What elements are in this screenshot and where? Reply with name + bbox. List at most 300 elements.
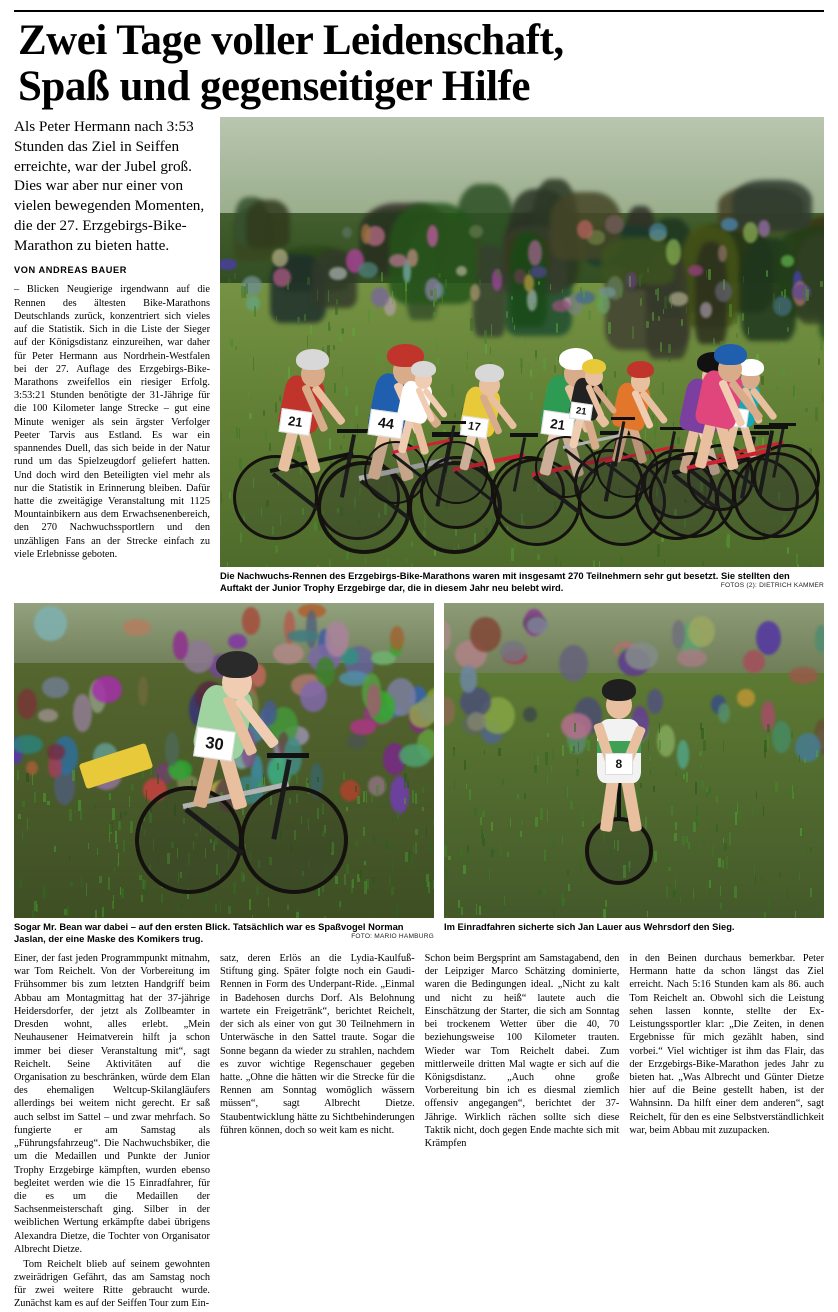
rider (644, 341, 824, 557)
grass-blade (376, 785, 379, 794)
grass-blade (658, 316, 660, 321)
grass-blade (75, 800, 76, 813)
grass-blade (655, 289, 658, 295)
grass-blade (743, 276, 744, 283)
grass-blade (723, 279, 724, 290)
grass-blade (425, 882, 427, 887)
grass-blade (72, 770, 75, 781)
grass-blade (768, 899, 769, 911)
spectator-blob (242, 607, 260, 635)
grass-blade (458, 900, 459, 908)
grass-blade (123, 840, 125, 851)
grass-blade (543, 886, 546, 894)
grass-blade (792, 785, 793, 792)
spectator-blob (470, 617, 501, 651)
grass-blade (682, 836, 685, 844)
grass-blade (608, 322, 611, 333)
grass-blade (336, 299, 338, 305)
rider-helmet (602, 679, 636, 701)
grass-blade (433, 301, 434, 307)
grass-blade (110, 822, 113, 831)
grass-blade (254, 306, 256, 317)
spectator-blob (669, 292, 688, 305)
grass-blade (35, 915, 38, 917)
spectator-blob (358, 262, 378, 278)
grass-blade (415, 829, 418, 835)
grass-blade (709, 880, 711, 888)
grass-blade (32, 773, 33, 785)
grass-blade (32, 910, 34, 918)
grass-blade (787, 890, 788, 901)
grass-blade (328, 322, 331, 331)
spectator-blob (371, 287, 389, 308)
spectator-blob (772, 721, 791, 754)
grass-blade (94, 804, 95, 809)
grass-blade (547, 733, 549, 737)
grass-blade (620, 288, 623, 297)
grass-blade (228, 278, 230, 283)
headline-line-2: Spaß und gegenseitiger Hilfe (18, 64, 820, 110)
grass-blade (799, 873, 801, 880)
grass-blade (364, 861, 367, 865)
grass-blade (444, 845, 447, 857)
grass-blade (381, 272, 383, 282)
grass-blade (69, 856, 71, 861)
grass-blade (659, 723, 660, 732)
handlebar (267, 753, 309, 758)
grass-blade (576, 769, 579, 776)
grass-blade (703, 838, 705, 843)
race-number: 21 (569, 402, 594, 422)
grass-blade (562, 898, 565, 906)
grass-blade (551, 766, 552, 771)
spectator-blob (469, 225, 483, 238)
grass-blade (234, 273, 237, 279)
article-body-column-2 (220, 952, 415, 1312)
grass-blade (716, 796, 718, 803)
grass-blade (109, 833, 110, 842)
grass-blade (476, 904, 477, 915)
grass-blade (405, 292, 407, 305)
grass-blade (511, 296, 513, 301)
grass-blade (573, 746, 575, 753)
handlebar (754, 425, 788, 429)
grass-blade (502, 779, 504, 785)
grass-blade (69, 809, 72, 821)
rider (129, 648, 354, 918)
grass-blade (657, 288, 660, 300)
mid-left-credit: FOTO: MARIO HAMBURG (351, 933, 434, 942)
bicycle-wheel (240, 786, 348, 894)
grass-blade (342, 328, 344, 334)
bicycle-wheel (425, 441, 488, 504)
grass-blade (787, 789, 790, 796)
race-number: 21 (278, 408, 312, 436)
spectator-blob (34, 606, 67, 641)
paragraph-6: in den Beinen durchaus bemerkbar. Peter Hermann hatte da schon längst das Ziel erreicht. Nach 5:16 Stunden kam als 86. auch Tom Reichelt an. Obwohl sich die Leistung sehen lassen konnte, stellte der Ex-Leistungssportler klar: „Die Zeiten, in denen Ergebnisse für mich gezählt haben, sind vorbei.“ Viel wichtiger ist ihm das Flair, das der Erzgebirgs-Bike-Marathon jedes Jahr zu bieten hat. „Was Albrecht und Günter Dietze hier auf die Beine gestellt haben, ist der Wahnsinn. Da hilft einer dem anderen“, sagt Reichelt, für den es eine Selbstverständlichkeit war, beim Abbau mit zuzupacken. (629, 952, 824, 1137)
race-number: 30 (193, 726, 236, 761)
grass-blade (784, 289, 786, 297)
grass-blade (712, 846, 713, 857)
article-body-column-1b (14, 952, 210, 1312)
spectator-blob (758, 220, 769, 237)
rider (532, 357, 661, 512)
grass-blade (810, 888, 812, 897)
grass-blade (119, 821, 120, 828)
spectator-blob (672, 620, 685, 649)
grass-blade (44, 891, 46, 897)
grass-blade (810, 847, 812, 853)
grass-blade (392, 817, 394, 824)
grass-blade (686, 836, 688, 842)
grass-blade (407, 781, 409, 788)
grass-blade (124, 811, 126, 816)
grass-blade (764, 895, 765, 900)
grass-blade (448, 856, 450, 860)
grass-blade (355, 786, 357, 792)
rider-helmet (582, 359, 606, 374)
spectator-blob (552, 300, 570, 312)
grass-blade (102, 907, 104, 917)
mid-left-photo-block (14, 603, 434, 945)
grass-blade (395, 283, 396, 296)
grass-blade (43, 886, 45, 899)
main-photo-block (220, 117, 824, 594)
grass-blade (454, 779, 455, 789)
grass-blade (112, 901, 114, 909)
grass-blade (422, 834, 423, 839)
spectator-blob (73, 694, 91, 733)
paragraph-1: – Blicken Neugierige irgendwann auf die Rennen des ältesten Bike-Marathons Deutschlands zurück, konzentriert sich vieles auf die Statistik. Sich in die Liste der Sieger auf der Königsdistanz einzureihen, war daher für Peter Hermann aus Nordrhein-Westfalen bei der 27. Auflage des Erzgebirgs-Bike-Marathons zweifellos ein riesiger Erfolg. 3:53:21 Stunden benötigte der 31-Jährige für die 100 Kilometer lange Strecke – gut eine Minute weniger als sein ärgster Verfolger Peeter Tarvis aus Estland. Es war ein spannendes Duell, das sich beide in der Natur rund um das Spielzeugdorf geliefert hatten. Und doch wird den Beteiligten viel mehr als nur die Statistik in Erinnerung bleiben. Dafür hatte die zweitägige Veranstaltung mit 1125 Mountainbikern aus dem Erwachsenenbereich, den 270 Nachwuchssportlern und den unzähligen Fans an der Strecke einfach zu viele Erlebnisse geboten. (14, 284, 210, 559)
grass-blade (664, 296, 667, 309)
grass-blade (405, 281, 407, 292)
grass-blade (463, 865, 465, 873)
grass-blade (716, 824, 718, 831)
grass-blade (434, 288, 437, 302)
grass-blade (482, 811, 485, 816)
tree-blur (246, 200, 290, 249)
spectator-blob (781, 255, 795, 267)
grass-blade (675, 890, 678, 898)
grass-blade (534, 750, 535, 759)
grass-blade (547, 775, 548, 784)
grass-blade (578, 742, 579, 752)
grass-blade (578, 844, 581, 852)
paragraph-5: Schon beim Bergsprint am Samstagabend, den der Leipziger Marco Schätzing dominierte, waren die Bedingungen ideal. „Nicht zu kalt und nicht zu heiß“ lautete auch die Einschätzung der Starter, die sich am Sonntag bei trockenem Wetter über die 40, 70 beziehungsweise 100 Kilometer trauten. Wieder war Tom Reichelt dabei. Zum mittlerweile dritten Mal wagte er sich auf die Königsdistanz. „Auch ohne große Vorbereitung bin ich es diesmal ziemlich offensiv angegangen“, berichtet der 37-Jährige. Wirklich rächen sollte sich diese Taktik nicht, doch gegen Ende machte sich mit Krämpfen (425, 952, 620, 1150)
grass-blade (371, 795, 373, 803)
spectator-blob (427, 225, 438, 247)
grass-blade (521, 820, 523, 825)
grass-blade (307, 277, 310, 285)
spectator-blob (246, 295, 260, 310)
spectator-blob (17, 689, 37, 719)
grass-blade (426, 826, 427, 837)
photo-unicycle (444, 603, 824, 918)
grass-blade (580, 859, 582, 869)
grass-blade (433, 312, 436, 317)
grass-blade (805, 286, 807, 298)
grass-blade (491, 324, 492, 338)
grass-blade (722, 860, 724, 868)
grass-blade (363, 827, 365, 837)
race-number: 8 (605, 753, 633, 775)
grass-blade (461, 907, 463, 915)
article-body-column-4 (629, 952, 824, 1312)
photo-mr-bean (14, 603, 434, 918)
grass-blade (767, 736, 769, 749)
spectator-blob (123, 619, 152, 635)
grass-blade (779, 872, 782, 878)
handlebar (611, 417, 635, 420)
spectator-blob (467, 712, 487, 731)
grass-blade (598, 297, 600, 307)
grass-blade (748, 327, 750, 336)
spectator-blob (342, 227, 352, 238)
grass-blade (306, 558, 309, 568)
grass-blade (652, 312, 654, 322)
spectator-blob (47, 744, 66, 759)
bottom-text-columns (14, 952, 824, 1312)
grass-blade (474, 808, 476, 817)
grass-blade (781, 291, 782, 295)
grass-blade (605, 900, 607, 906)
grass-blade (582, 821, 584, 827)
grass-blade (359, 870, 362, 877)
spectator-blob (649, 223, 667, 239)
grass-blade (484, 750, 485, 756)
grass-blade (736, 333, 739, 338)
grass-blade (430, 290, 433, 296)
grass-blade (791, 732, 793, 738)
grass-blade (374, 911, 375, 917)
grass-blade (404, 798, 406, 804)
grass-blade (47, 801, 50, 805)
spectator-blob (700, 302, 712, 318)
grass-blade (452, 826, 454, 831)
grass-blade (391, 887, 394, 894)
grass-blade (80, 808, 82, 821)
grass-blade (645, 817, 648, 829)
grass-blade (81, 876, 82, 886)
grass-blade (466, 784, 467, 789)
grass-blade (737, 802, 738, 814)
grass-blade (392, 859, 393, 869)
spectator-blob (688, 265, 703, 275)
grass-blade (43, 793, 46, 802)
grass-blade (588, 310, 590, 319)
handlebar (441, 421, 466, 424)
grass-blade (795, 911, 797, 917)
spectator-blob (407, 249, 418, 267)
grass-blade (99, 876, 102, 883)
grass-blade (384, 777, 385, 789)
lead-paragraph: Als Peter Hermann nach 3:53 Stunden das Ziel in Seiffen erreichte, war der Jubel groß. Dies war aber nur einer von vielen bewegenden Momenten, die der 27. Erzgebirgs-Bike-Marathon zu bieten hatte. (14, 117, 210, 255)
grass-blade (675, 879, 676, 889)
spectator-blob (625, 642, 658, 671)
grass-blade (335, 307, 338, 315)
grass-blade (385, 841, 388, 850)
grass-blade (442, 296, 443, 302)
grass-blade (68, 910, 69, 915)
grass-blade (22, 801, 25, 806)
mid-right-photo-block (444, 603, 824, 933)
grass-blade (415, 793, 418, 803)
grass-blade (702, 561, 704, 567)
grass-blade (287, 280, 288, 290)
spectator-blob (425, 278, 441, 301)
top-section (14, 117, 824, 594)
bicycle-wheel (596, 436, 658, 498)
grass-blade (816, 750, 818, 757)
grass-blade (405, 852, 408, 862)
grass-blade (535, 817, 538, 827)
grass-blade (797, 564, 799, 568)
grass-blade (99, 904, 101, 908)
grass-blade (372, 877, 375, 883)
spectator-blob (718, 245, 727, 262)
grass-blade (775, 782, 778, 793)
grass-blade (665, 856, 667, 861)
grass-blade (304, 314, 306, 321)
grass-blade (804, 758, 807, 764)
grass-blade (544, 849, 546, 861)
grass-blade (577, 758, 578, 765)
race-number: 44 (368, 409, 405, 439)
grass-blade (534, 765, 537, 773)
grass-blade (706, 882, 707, 892)
mid-left-caption (14, 921, 434, 945)
rider-helmet (714, 344, 748, 366)
lead-column (14, 117, 210, 562)
spectator-blob (38, 709, 59, 722)
grass-blade (497, 269, 500, 278)
grass-blade (18, 814, 20, 819)
grass-blade (695, 819, 698, 826)
grass-blade (19, 879, 22, 887)
grass-blade (675, 822, 677, 830)
grass-blade (720, 903, 722, 910)
grass-blade (533, 303, 535, 308)
grass-blade (674, 833, 677, 841)
grass-blade (537, 756, 539, 765)
grass-blade (659, 740, 661, 750)
grass-blade (118, 853, 119, 865)
grass-blade (310, 325, 312, 335)
grass-blade (693, 822, 696, 831)
grass-blade (802, 832, 803, 839)
grass-blade (821, 909, 822, 917)
grass-blade (574, 723, 575, 732)
grass-blade (726, 856, 728, 868)
grass-blade (412, 790, 414, 803)
grass-blade (567, 786, 569, 798)
grass-blade (34, 901, 37, 910)
grass-blade (741, 563, 742, 568)
grass-blade (675, 771, 678, 777)
grass-blade (27, 818, 28, 829)
grass-blade (653, 786, 655, 791)
grass-blade (470, 318, 472, 331)
grass-blade (734, 886, 737, 899)
grass-blade (547, 809, 549, 821)
unicycle-wheel (585, 817, 653, 885)
spectator-blob (737, 689, 755, 706)
grass-blade (120, 812, 122, 819)
spectator-blob (773, 296, 792, 316)
grass-blade (520, 831, 522, 837)
page-title (14, 18, 824, 109)
grass-blade (648, 740, 649, 751)
grass-blade (460, 849, 463, 858)
grass-blade (479, 906, 481, 915)
grass-blade (708, 269, 711, 280)
grass-blade (733, 811, 734, 818)
grass-blade (767, 724, 769, 732)
grass-blade (562, 745, 564, 756)
grass-blade (640, 298, 642, 306)
grass-blade (668, 867, 670, 871)
paragraph-4: satz, deren Erlös an die Lydia-Kaulfuß-Stiftung ging. Später folgte noch ein Gaudi-Rennen in Form des Underpant-Ride. „Einmal in Badehosen durchs Dorf. Als Belohnung wartete ein Freigetränk“, berichtet Reichelt, der sich als einer von gut 30 Teilnehmern in Unterwäsche in den Sattel traute. Sogar die Sonne begann da wieder zu strahlen, nachdem es zuvor wichtige Regenschauer gegeben hatte. „Ohne die hätten wir die Strecke für die Rennen am Sonntag womöglich wässern müssen“, sagt Albrecht Dietze. Staubentwicklung hätte zu Sichtbehinderungen führen können, doch so weit kam es nicht. (220, 952, 415, 1137)
grass-blade (562, 289, 563, 293)
grass-blade (742, 313, 744, 321)
spectator-blob (756, 621, 781, 655)
grass-blade (680, 898, 682, 903)
grass-blade (799, 755, 801, 763)
spectator-blob (561, 713, 592, 739)
grass-blade (389, 876, 391, 885)
grass-blade (95, 910, 97, 918)
grass-blade (723, 740, 724, 751)
grass-blade (50, 883, 51, 894)
grass-blade (779, 734, 780, 745)
grass-blade (671, 806, 673, 815)
grass-blade (729, 832, 731, 845)
grass-blade (649, 756, 651, 762)
grass-blade (568, 884, 570, 891)
photo-junior-race (220, 117, 824, 567)
grass-blade (688, 842, 690, 849)
mid-left-caption-text: Sogar Mr. Bean war dabei – auf den ersten Blick. Tatsächlich war es Spaßvogel Norman Jaslan, der eine Maske des Komikers trug. (14, 921, 404, 944)
spectator-blob (666, 239, 680, 265)
grass-blade (446, 868, 448, 878)
main-photo-caption (220, 570, 824, 594)
grass-blade (396, 906, 398, 917)
grass-blade (481, 828, 483, 838)
grass-blade (820, 281, 822, 287)
grass-blade (718, 858, 721, 867)
article-body-column-3 (425, 952, 620, 1312)
grass-blade (553, 835, 554, 848)
grass-blade (445, 279, 447, 288)
grass-blade (464, 760, 466, 770)
spectator-blob (743, 222, 758, 243)
grass-blade (404, 780, 406, 789)
grass-blade (603, 909, 606, 917)
grass-blade (524, 793, 527, 799)
grass-blade (766, 270, 768, 278)
spectator-blob (688, 616, 715, 647)
spectator-blob (677, 649, 707, 667)
grass-blade (739, 809, 741, 820)
grass-blade (54, 846, 56, 852)
race-number: 21 (540, 410, 575, 439)
grass-blade (446, 916, 448, 917)
grass-blade (410, 854, 413, 867)
grass-blade (666, 886, 668, 898)
grass-blade (703, 740, 706, 751)
bicycle-wheel (733, 452, 819, 538)
grass-blade (646, 321, 648, 327)
